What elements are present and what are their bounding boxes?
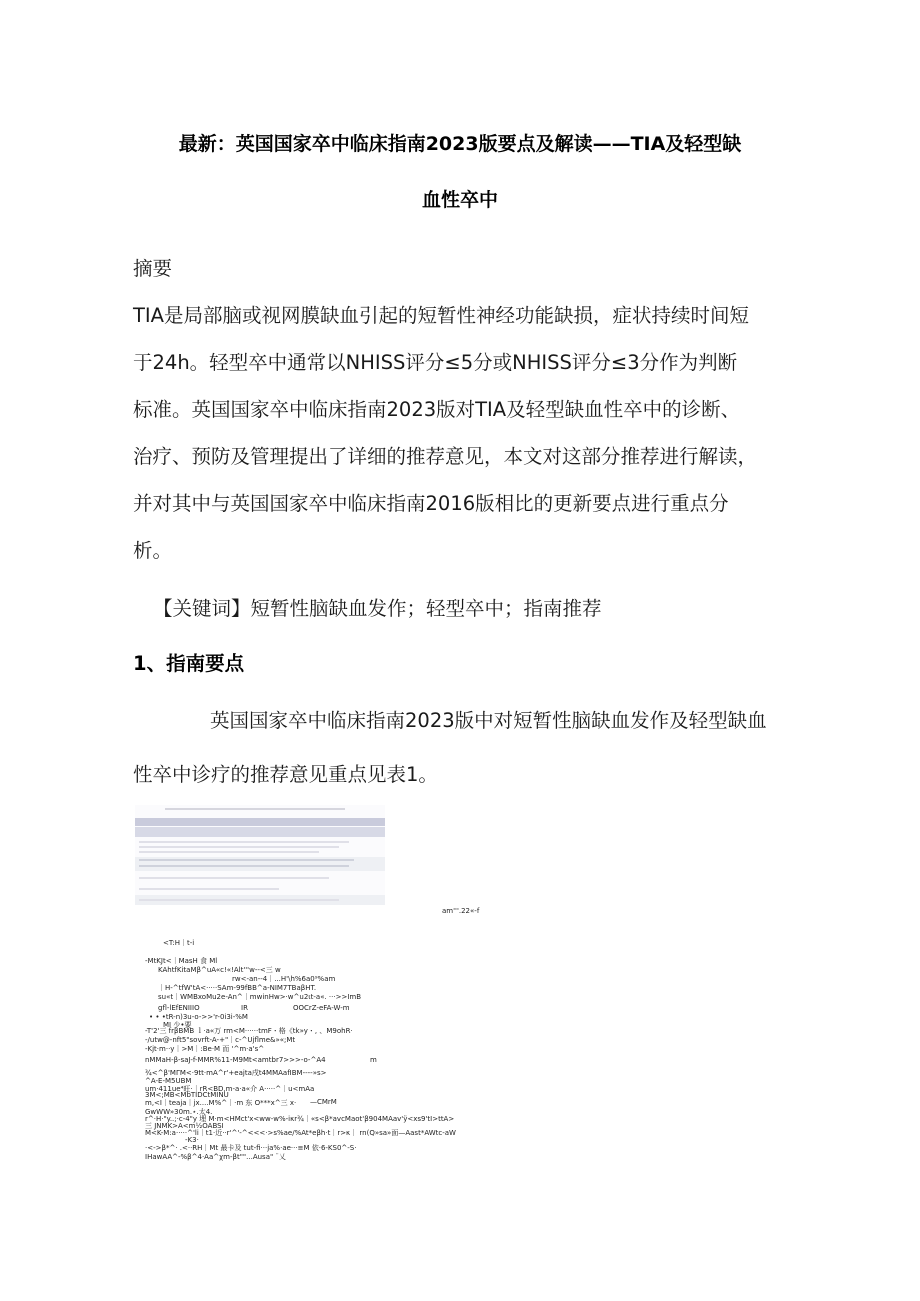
- abstract-line: TIA是局部脑或视网膜缺血引起的短暂性神经功能缺损，症状持续时间短: [133, 304, 750, 327]
- ocr-noise-text: 三 JNMK>A<m½OABSI: [145, 1122, 224, 1130]
- ocr-noise-text: 3M<;MB<MbTIDCtMINU: [145, 1091, 229, 1099]
- ocr-noise-text: • • •tR-n)3u-o->>'r-0i3i-%M: [149, 1013, 248, 1021]
- ocr-noise-text: nMMaH-β-saJ-f-MMR%11-M9Mt<amtbr7>>>-o-^A4: [145, 1056, 326, 1064]
- ocr-noise-text: gfl-lEfENIIIO: [158, 1004, 200, 1012]
- ocr-noise-text: ^A-E-M5UBM: [145, 1077, 192, 1085]
- ocr-noise-text: IHawAA^-%β^4·Aa^χm-βt""...Ausa" ¨乂: [145, 1153, 286, 1161]
- ocr-noise-text: ｜H-^tfW'tA<·····SAm-99fBB^a-NIM7TBaβHT.: [158, 984, 317, 992]
- table-1-image: [135, 805, 385, 905]
- ocr-noise-text: MI 少•要: [163, 1021, 192, 1029]
- section-paragraph-line: 英国国家卒中临床指南2023版中对短暂性脑缺血发作及轻型缺血: [210, 709, 767, 732]
- ocr-noise-text: ·<->β*^· .<··RH｜Mt 最卡及 tut-fi···ja%·ae···≡M 依·6-KS0^-S·: [145, 1144, 357, 1152]
- keywords: 【关键词】短暂性脑缺血发作；轻型卒中；指南推荐: [153, 597, 602, 620]
- ocr-noise-text: GwWW»30m.⋆.太4.: [145, 1108, 213, 1116]
- ocr-noise-text: m,<I｜teaja｜jx....M%^｜·m 东 O***x^三 x·: [145, 1099, 297, 1107]
- ocr-noise-text: -Kjt·m··y｜>M｜:Be·M 而 '^m·a's^: [145, 1045, 265, 1053]
- ocr-noise-text: rw<-an--4｜...H'\h%6a0⁹%am: [232, 975, 336, 983]
- abstract-line: 标准。英国国家卒中临床指南2023版对TIA及轻型缺血性卒中的诊断、: [133, 398, 741, 421]
- ocr-noise-text: -T'2'三 frβBMB ｌ·a«万 rm<M······tmF・格《tk»y・, 、M9ohR·: [145, 1027, 353, 1035]
- section-heading: 1、指南要点: [133, 652, 245, 675]
- ocr-noise-text: r^·H·"y..;·c-4"y 埋 M·m<HMct'x<ww-w%-iκr¾｜«s<β*avcMaot'β904MAav'ÿ<xs9'tI>ttA>: [145, 1115, 455, 1123]
- ocr-noise-text: su«t｜WMBxoMu2e-An^｜mwinHw>·w^u2ιt-a«. ···>>ImB: [158, 993, 362, 1001]
- document-title-line1: 最新：英国国家卒中临床指南2023版要点及解读——TIA及轻型缺: [178, 133, 742, 155]
- abstract-line: 并对其中与英国国家卒中临床指南2016版相比的更新要点进行重点分: [133, 492, 729, 515]
- ocr-noise-text: ¾<^β'MΓM<·9tt·mA^r'+eajta戌t4MMAafIBM----»s>: [145, 1069, 327, 1077]
- ocr-noise-text: m: [370, 1056, 377, 1064]
- section-paragraph-line: 性卒中诊疗的推荐意见重点见表1。: [133, 763, 438, 786]
- document-title-line2: 血性卒中: [421, 189, 498, 211]
- ocr-noise-text: -K3·: [185, 1136, 199, 1144]
- ocr-noise-text: -MtKJt<｜MasH 食 Ml: [145, 957, 218, 965]
- abstract-line: 于24h。轻型卒中通常以NHISS评分≤5分或NHISS评分≤3分作为判断: [133, 351, 738, 374]
- ocr-noise-text: am'''.22«-f: [442, 907, 480, 915]
- ocr-noise-text: KAhtfKitaMβ^uA«c!«!Alt'''w--<三 w: [158, 966, 281, 974]
- abstract-line: 治疗、预防及管理提出了详细的推荐意见，本文对这部分推荐进行解读，: [133, 445, 758, 468]
- ocr-noise-text: -/utw@-nft5"sovrft-A-+"｜c-^Ujflme&»«;Mt: [145, 1036, 296, 1044]
- ocr-noise-text: OOCrZ-eFA-W-m: [293, 1004, 350, 1012]
- ocr-noise-text: <T:H｜t-i: [163, 939, 195, 947]
- abstract-label: 摘要: [133, 257, 173, 280]
- abstract-line: 析。: [133, 539, 173, 562]
- ocr-noise-text: IR: [241, 1004, 248, 1012]
- ocr-noise-text: M<K-M:a·····^'li｜t1·近··r'^'-^<<<·>s%ae/%At*eβh·t｜r>κ｜ rn(Q»sa»面—Aast*AWtc-aW: [145, 1129, 456, 1137]
- ocr-noise-text: um·411ue⁴旺·｜rR<BD,m-a·a«介 A·····^｜u<mAa: [145, 1085, 315, 1093]
- ocr-noise-text: —CMrM: [310, 1098, 337, 1106]
